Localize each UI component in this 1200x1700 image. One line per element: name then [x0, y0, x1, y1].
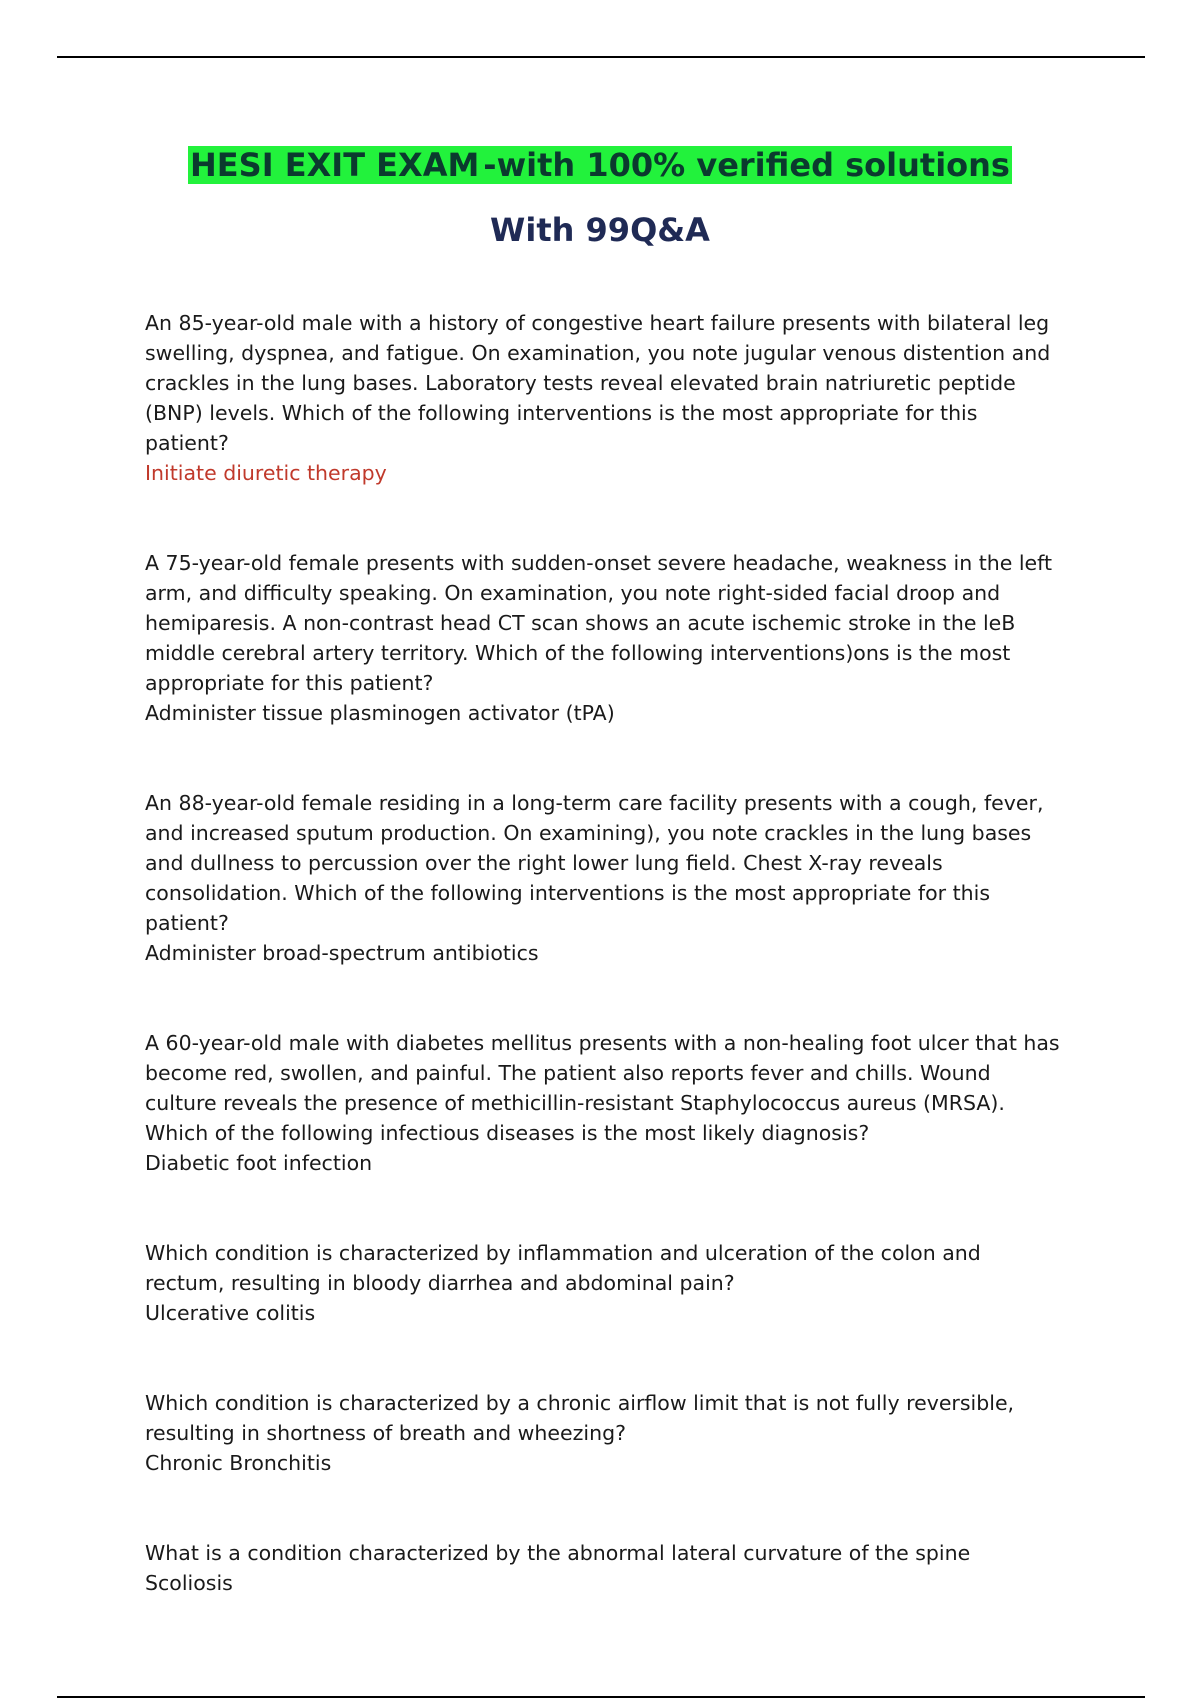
title-rest: -with 100% verified solutions — [483, 146, 1010, 184]
answer-text: Ulcerative colitis — [145, 1301, 316, 1325]
answer-text: Diabetic foot infection — [145, 1151, 373, 1175]
answer-text: Chronic Bronchitis — [145, 1451, 332, 1475]
answer-text: Administer tissue plasminogen activator (tPA) — [145, 701, 615, 725]
qa-item — [145, 1538, 1065, 1598]
qa-item — [145, 548, 1065, 728]
qa-item — [145, 1028, 1065, 1178]
title-highlight: HESI EXIT EXAM — [190, 146, 480, 184]
top-rule — [57, 56, 1145, 58]
qa-list — [145, 308, 1065, 1598]
question-text: An 85-year-old male with a history of congestive heart failure presents with bilateral leg swelling, dyspnea, and fatigue. On examination, you note jugular venous distention and crackles in the lung bases. Laboratory tests reveal elevated brain natriuretic peptide (BNP) levels. Which of the following interventions is the most appropriate for this patient? — [145, 311, 1051, 455]
document-subtitle: With 99Q&A — [490, 211, 710, 249]
qa-item — [145, 1388, 1065, 1478]
question-text: Which condition is characterized by a chronic airflow limit that is not fully reversible, resulting in shortness of breath and wheezing? — [145, 1391, 1015, 1445]
qa-item — [145, 308, 1065, 488]
question-text: Which condition is characterized by inflammation and ulceration of the colon and rectum, resulting in bloody diarrhea and abdominal pain? — [145, 1241, 981, 1295]
bottom-rule — [57, 1696, 1145, 1698]
question-text: An 88-year-old female residing in a long-term care facility presents with a cough, fever, and increased sputum production. On examining), you note crackles in the lung bases and dullness to percussion over the right lower lung field. Chest X-ray reveals consolidation. Which of the following interventions is the most appropriate for this patient? — [145, 791, 1044, 935]
answer-text: Scoliosis — [145, 1571, 233, 1595]
qa-item — [145, 788, 1065, 968]
document-title — [0, 146, 1200, 184]
question-text: A 60-year-old male with diabetes mellitus presents with a non-healing foot ulcer that has become red, swollen, and painful. The patient also reports fever and chills. Wound culture reveals the presence of methicillin-resistant Staphylococcus aureus (MRSA). Which of the following infectious diseases is the most likely diagnosis? — [145, 1031, 1060, 1145]
question-text: A 75-year-old female presents with sudden-onset severe headache, weakness in the left arm, and difficulty speaking. On examination, you note right-sided facial droop and hemiparesis. A non-contrast head CT scan shows an acute ischemic stroke in the leB middle cerebral artery territory. Which of the following interventions)ons is the most appropriate for this patient? — [145, 551, 1053, 695]
answer-text: Administer broad-spectrum antibiotics — [145, 941, 539, 965]
qa-item — [145, 1238, 1065, 1328]
answer-text: Initiate diuretic therapy — [145, 461, 387, 485]
question-text: What is a condition characterized by the abnormal lateral curvature of the spine — [145, 1541, 971, 1565]
